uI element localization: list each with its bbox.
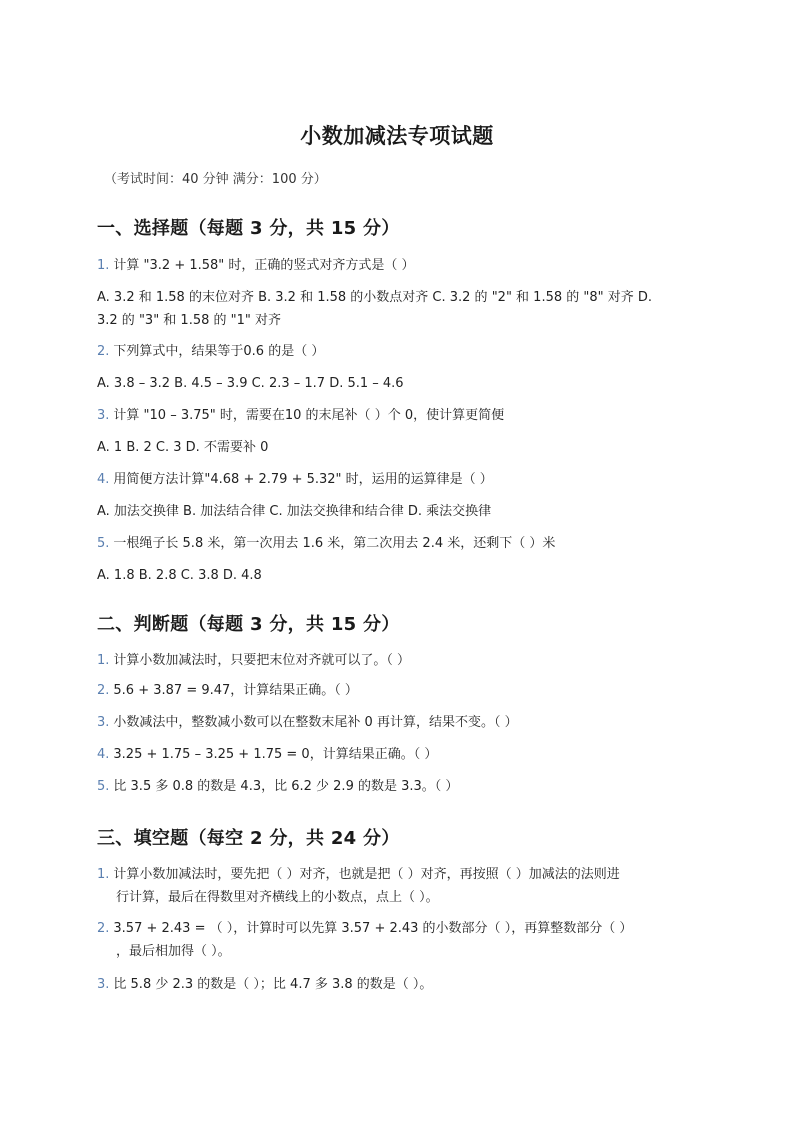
- question-number: 3.: [97, 977, 110, 992]
- question-item: [97, 864, 707, 886]
- question-item: [97, 776, 707, 798]
- question-text: 比 5.8 少 2.3 的数是（ ）；比 4.7 多 3.8 的数是（ ）。: [113, 977, 433, 992]
- page-title: 小数加减法专项试题: [300, 124, 494, 148]
- question-item: [97, 712, 707, 734]
- question-item: [97, 650, 707, 672]
- question-text: 用简便方法计算"4.68 + 2.79 + 5.32" 时，运用的运算律是（ ）: [113, 472, 493, 487]
- question-number: 5.: [97, 779, 110, 794]
- options-line: 3.2 的 "3" 和 1.58 的 "1" 对齐: [97, 313, 282, 328]
- question-text: 小数减法中，整数减小数可以在整数末尾补 0 再计算，结果不变。（ ）: [113, 715, 518, 730]
- question-number: 1.: [97, 258, 110, 273]
- question-number: 3.: [97, 408, 110, 423]
- question-item: [97, 469, 707, 491]
- question-item: [97, 341, 707, 363]
- question-item: [97, 533, 707, 555]
- options-line: A. 3.2 和 1.58 的末位对齐 B. 3.2 和 1.58 的小数点对齐 C. 3.2 的 "2" 和 1.58 的 "8" 对齐 D.: [97, 290, 653, 305]
- question-item: [97, 255, 707, 277]
- section-heading-fill-blank: 三、填空题（每空 2 分，共 24 分）: [97, 828, 400, 849]
- question-item: [97, 405, 707, 427]
- options-line: A. 1 B. 2 C. 3 D. 不需要补 0: [97, 440, 269, 455]
- question-item: [97, 680, 707, 702]
- question-text: 5.6 + 3.87 = 9.47，计算结果正确。（ ）: [113, 683, 358, 698]
- question-item: [97, 918, 707, 940]
- question-number: 2.: [97, 344, 110, 359]
- question-number: 1.: [97, 653, 110, 668]
- exam-info: （考试时间：40 分钟 满分：100 分）: [104, 172, 327, 187]
- question-number: 2.: [97, 921, 110, 936]
- question-number: 4.: [97, 747, 110, 762]
- question-text: 3.57 + 2.43 = （ ），计算时可以先算 3.57 + 2.43 的小数部分（ ），再算整数部分（ ）: [113, 921, 633, 936]
- question-text: 计算小数加减法时，要先把（ ）对齐，也就是把（ ）对齐，再按照（ ）加减法的法则进: [113, 867, 620, 882]
- section-heading-choice: 一、选择题（每题 3 分，共 15 分）: [97, 218, 400, 239]
- question-number: 2.: [97, 683, 110, 698]
- question-number: 4.: [97, 472, 110, 487]
- question-text: 下列算式中，结果等于0.6 的是（ ）: [113, 344, 325, 359]
- question-continuation: ，最后相加得（ ）。: [116, 944, 231, 959]
- question-item: [97, 974, 707, 996]
- question-item: [97, 744, 707, 766]
- question-text: 计算 "3.2 + 1.58" 时，正确的竖式对齐方式是（ ）: [113, 258, 415, 273]
- question-text: 比 3.5 多 0.8 的数是 4.3，比 6.2 少 2.9 的数是 3.3。（ ）: [113, 779, 459, 794]
- options-line: A. 3.8 – 3.2 B. 4.5 – 3.9 C. 2.3 – 1.7 D. 5.1 – 4.6: [97, 376, 404, 391]
- options-line: A. 1.8 B. 2.8 C. 3.8 D. 4.8: [97, 568, 262, 583]
- options-line: A. 加法交换律 B. 加法结合律 C. 加法交换律和结合律 D. 乘法交换律: [97, 504, 492, 519]
- question-text: 一根绳子长 5.8 米，第一次用去 1.6 米，第二次用去 2.4 米，还剩下（ ）米: [113, 536, 556, 551]
- question-number: 1.: [97, 867, 110, 882]
- question-text: 计算 "10 – 3.75" 时，需要在10 的末尾补（ ）个 0，使计算更简便: [113, 408, 505, 423]
- question-number: 5.: [97, 536, 110, 551]
- question-text: 3.25 + 1.75 – 3.25 + 1.75 = 0，计算结果正确。（ ）: [113, 747, 438, 762]
- question-continuation: 行计算，最后在得数里对齐横线上的小数点，点上（ ）。: [116, 890, 439, 905]
- question-text: 计算小数加减法时，只要把末位对齐就可以了。（ ）: [113, 653, 411, 668]
- section-heading-judgement: 二、判断题（每题 3 分，共 15 分）: [97, 614, 400, 635]
- question-number: 3.: [97, 715, 110, 730]
